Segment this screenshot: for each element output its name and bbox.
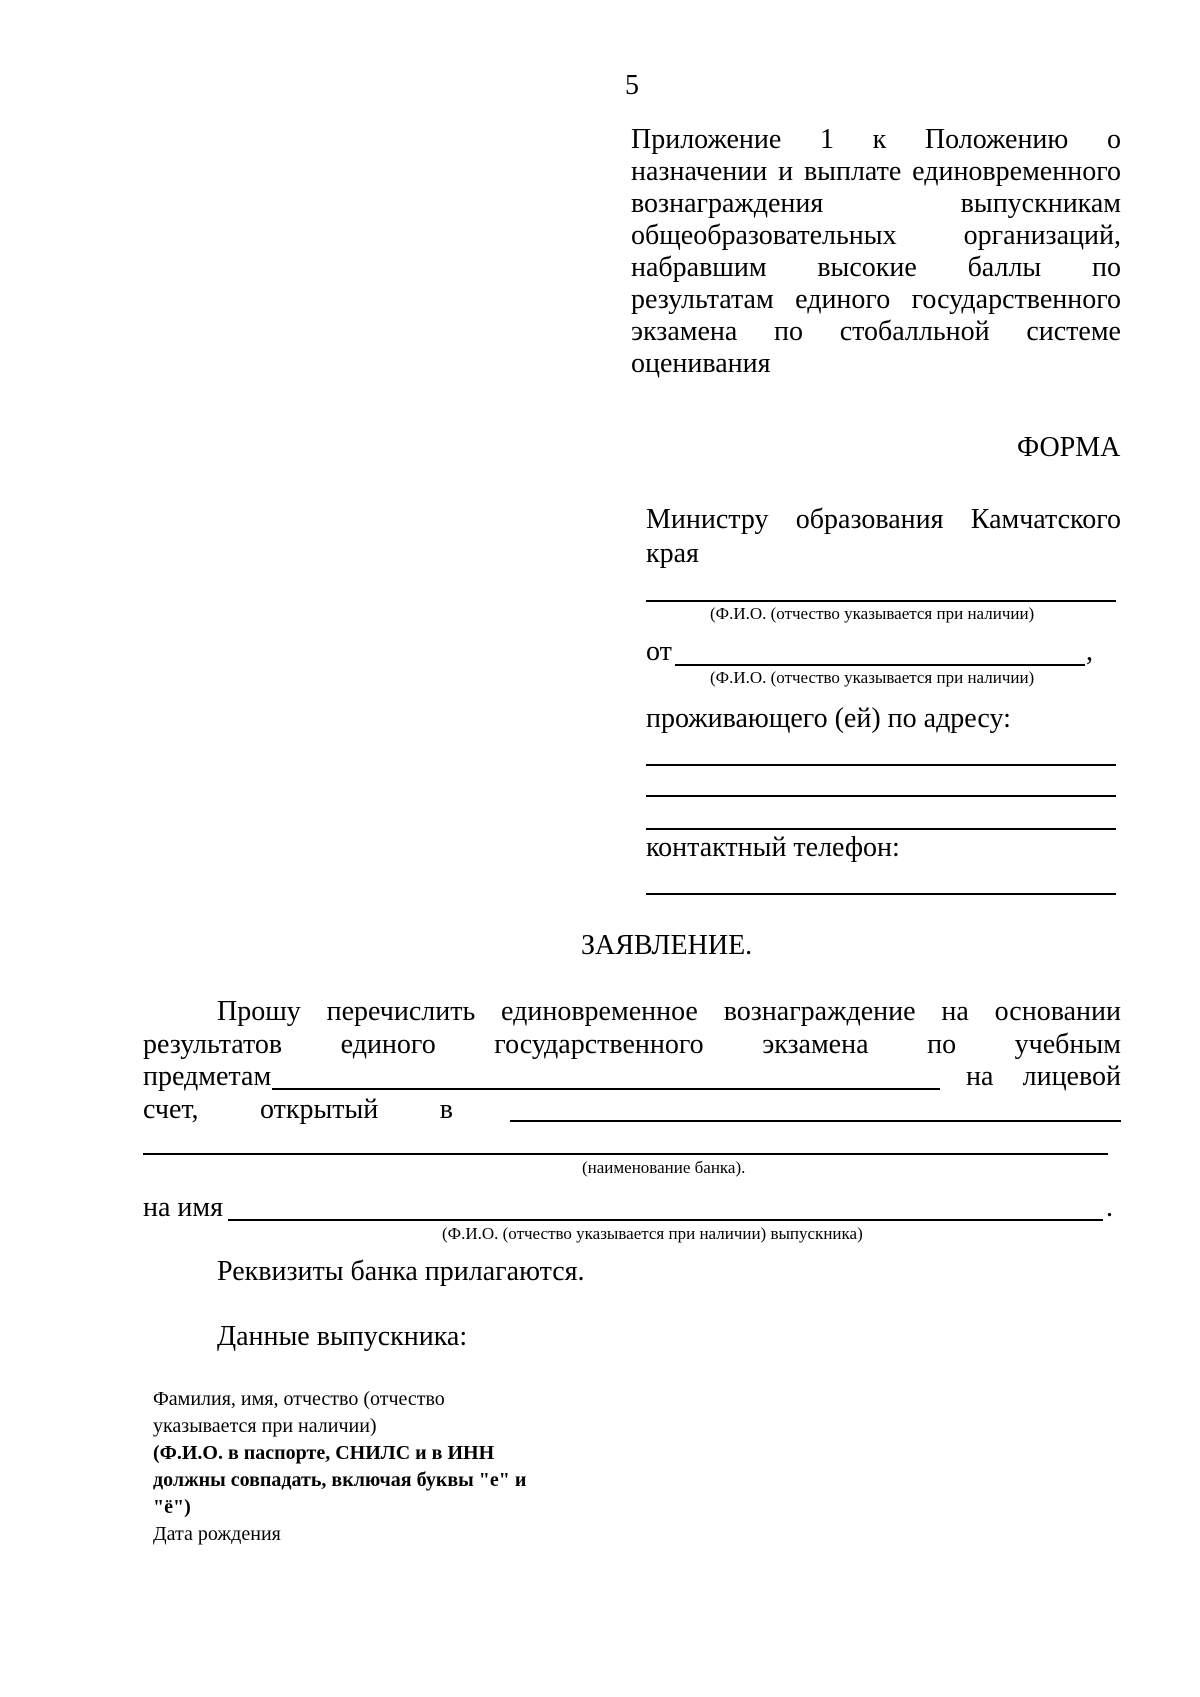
address-label: проживающего (ей) по адресу: bbox=[646, 703, 1011, 734]
appendix-word: по bbox=[1092, 252, 1121, 283]
fio-hint-1: (Ф.И.О. (отчество указывается при наличии) bbox=[710, 604, 1035, 623]
appendix-word: экзамена bbox=[631, 316, 738, 347]
appendix-line bbox=[631, 316, 1121, 348]
bank-hint: (наименование банка). bbox=[582, 1158, 746, 1177]
bank-details-note: Реквизиты банка прилагаются. bbox=[217, 1256, 585, 1287]
statement-word: экзамена bbox=[762, 1029, 869, 1060]
fio-hint-2: (Ф.И.О. (отчество указывается при наличии) bbox=[710, 668, 1035, 687]
appendix-word: результатам bbox=[631, 284, 774, 315]
appendix-word: 1 bbox=[819, 124, 834, 155]
bank-field-2[interactable] bbox=[143, 1153, 1108, 1155]
appendix-line bbox=[631, 124, 1121, 156]
table-fio-label-1: Фамилия, имя, отчество (отчество bbox=[153, 1388, 445, 1410]
graduate-name-field[interactable] bbox=[228, 1219, 1103, 1221]
appendix-word: вознаграждения bbox=[631, 188, 824, 219]
addressee-line-1 bbox=[646, 504, 1121, 536]
bank-field-1[interactable] bbox=[510, 1120, 1121, 1122]
address-field-3[interactable] bbox=[646, 828, 1116, 830]
appendix-word: выплате bbox=[803, 156, 902, 187]
addressee-word: Министру bbox=[646, 504, 769, 535]
appendix-word: Положению bbox=[924, 124, 1069, 155]
statement-word: государственного bbox=[494, 1029, 704, 1060]
statement-word: Прошу bbox=[217, 996, 301, 1027]
statement-word: учебным bbox=[1014, 1029, 1121, 1060]
statement-word: счет, bbox=[143, 1094, 199, 1125]
appendix-word: и bbox=[778, 156, 794, 187]
appendix-line bbox=[631, 156, 1121, 188]
graduate-data-label: Данные выпускника: bbox=[217, 1321, 468, 1352]
addressee-line-2: края bbox=[646, 538, 699, 569]
graduate-data-table bbox=[153, 1386, 633, 1548]
statement-word: по bbox=[927, 1029, 957, 1060]
appendix-line: оценивания bbox=[631, 348, 771, 379]
appendix-word: государственного bbox=[911, 284, 1121, 315]
statement-word: лицевой bbox=[1022, 1061, 1121, 1092]
appendix-word: набравшим bbox=[631, 252, 767, 283]
appendix-word: по bbox=[774, 316, 803, 347]
statement-line-3-end bbox=[966, 1061, 1121, 1093]
statement-word: на bbox=[941, 996, 969, 1027]
statement-word: на bbox=[966, 1061, 994, 1092]
addressee-name-field[interactable] bbox=[646, 600, 1116, 602]
appendix-line bbox=[631, 284, 1121, 316]
subjects-label: предметам bbox=[143, 1061, 272, 1092]
appendix-block bbox=[631, 124, 1121, 380]
from-label: от bbox=[646, 636, 672, 667]
appendix-word: стобалльной bbox=[839, 316, 990, 347]
appendix-word: единовременного bbox=[912, 156, 1121, 187]
statement-line-4 bbox=[143, 1094, 453, 1126]
from-comma: , bbox=[1086, 636, 1093, 667]
phone-field[interactable] bbox=[646, 893, 1116, 895]
subjects-field[interactable] bbox=[272, 1088, 940, 1090]
statement-line-1 bbox=[217, 996, 1121, 1028]
form-label: ФОРМА bbox=[1017, 432, 1121, 463]
addressee-word: образования bbox=[795, 504, 944, 535]
name-hint: (Ф.И.О. (отчество указывается при наличии) выпускника) bbox=[442, 1224, 863, 1243]
table-fio-note-3: "ё") bbox=[153, 1496, 191, 1518]
statement-word: результатов bbox=[143, 1029, 283, 1060]
page-number: 5 bbox=[625, 70, 639, 101]
appendix-word: единого bbox=[795, 284, 891, 315]
table-birth-date-label: Дата рождения bbox=[153, 1523, 281, 1545]
appendix-word: к bbox=[872, 124, 887, 155]
table-fio-label-2: указывается при наличии) bbox=[153, 1415, 377, 1437]
addressee-word: Камчатского bbox=[970, 504, 1121, 535]
appendix-word: баллы bbox=[967, 252, 1042, 283]
address-field-1[interactable] bbox=[646, 764, 1116, 766]
statement-word: основании bbox=[994, 996, 1121, 1027]
appendix-line bbox=[631, 188, 1121, 220]
appendix-word: о bbox=[1107, 124, 1121, 155]
appendix-word: выпускникам bbox=[960, 188, 1121, 219]
appendix-line bbox=[631, 252, 1121, 284]
address-field-2[interactable] bbox=[646, 795, 1116, 797]
name-dot: . bbox=[1106, 1192, 1113, 1223]
appendix-word: высокие bbox=[817, 252, 917, 283]
statement-word: единовременное bbox=[501, 996, 698, 1027]
appendix-word: назначении bbox=[631, 156, 768, 187]
appendix-word: Приложение bbox=[631, 124, 782, 155]
statement-word: в bbox=[439, 1094, 453, 1125]
table-fio-note-1: (Ф.И.О. в паспорте, СНИЛС и в ИНН bbox=[153, 1442, 495, 1464]
statement-line-2 bbox=[143, 1029, 1121, 1061]
appendix-word: системе bbox=[1026, 316, 1121, 347]
appendix-word: организаций, bbox=[963, 220, 1121, 251]
statement-word: вознаграждение bbox=[723, 996, 916, 1027]
statement-word: открытый bbox=[259, 1094, 379, 1125]
statement-title: ЗАЯВЛЕНИЕ. bbox=[581, 930, 753, 961]
statement-word: перечислить bbox=[326, 996, 476, 1027]
from-name-field[interactable] bbox=[675, 664, 1085, 666]
phone-label: контактный телефон: bbox=[646, 832, 900, 863]
name-label: на имя bbox=[143, 1192, 223, 1223]
statement-word: единого bbox=[340, 1029, 436, 1060]
table-fio-note-2: должны совпадать, включая буквы "е" и bbox=[153, 1469, 527, 1491]
appendix-line bbox=[631, 220, 1121, 252]
appendix-word: общеобразовательных bbox=[631, 220, 897, 251]
